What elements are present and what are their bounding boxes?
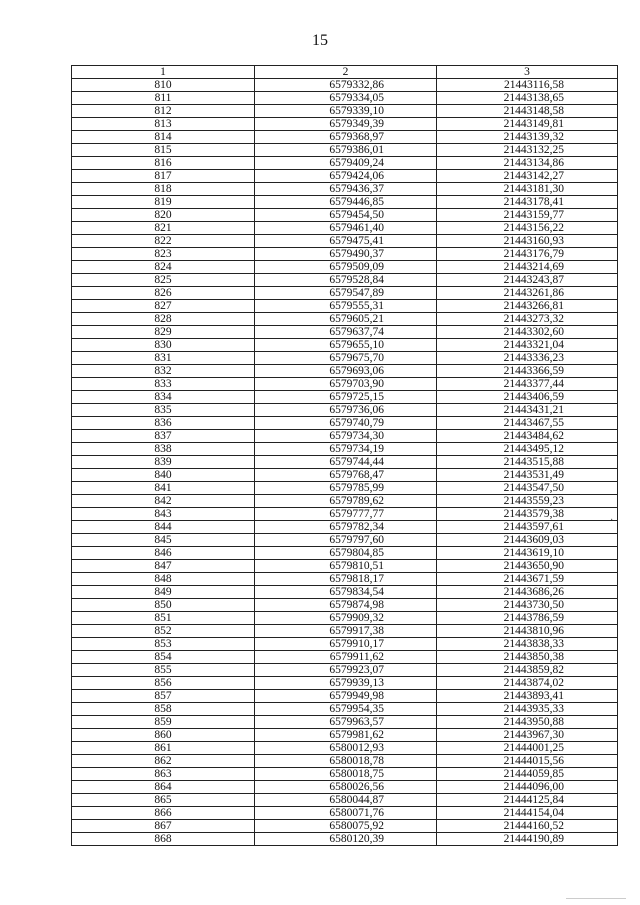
- table-row: [72, 794, 618, 807]
- cell-x-coordinate: 6579777,77: [255, 508, 437, 521]
- cell-point-number: 830: [72, 339, 255, 352]
- cell-x-coordinate: 6579334,05: [255, 92, 437, 105]
- table-row: [72, 196, 618, 209]
- table-row: [72, 833, 618, 846]
- cell-x-coordinate: 6579725,15: [255, 391, 437, 404]
- table-row: [72, 118, 618, 131]
- cell-x-coordinate: 6579509,09: [255, 261, 437, 274]
- cell-x-coordinate: 6579461,40: [255, 222, 437, 235]
- table-row: [72, 170, 618, 183]
- cell-x-coordinate: 6579939,13: [255, 677, 437, 690]
- cell-point-number: 833: [72, 378, 255, 391]
- cell-x-coordinate: 6580012,93: [255, 742, 437, 755]
- cell-point-number: 837: [72, 430, 255, 443]
- cell-point-number: 827: [72, 300, 255, 313]
- cell-x-coordinate: 6579339,10: [255, 105, 437, 118]
- cell-y-coordinate: 21443559,23: [437, 495, 618, 508]
- cell-y-coordinate: 21443431,21: [437, 404, 618, 417]
- cell-x-coordinate: 6579693,06: [255, 365, 437, 378]
- cell-x-coordinate: 6579810,51: [255, 560, 437, 573]
- cell-point-number: 855: [72, 664, 255, 677]
- cell-point-number: 810: [72, 79, 255, 92]
- cell-point-number: 867: [72, 820, 255, 833]
- cell-point-number: 861: [72, 742, 255, 755]
- cell-x-coordinate: 6579768,47: [255, 469, 437, 482]
- cell-y-coordinate: 21443786,59: [437, 612, 618, 625]
- cell-point-number: 842: [72, 495, 255, 508]
- cell-point-number: 847: [72, 560, 255, 573]
- cell-y-coordinate: 21443302,60: [437, 326, 618, 339]
- cell-point-number: 819: [72, 196, 255, 209]
- table-row: [72, 183, 618, 196]
- table-row: [72, 560, 618, 573]
- table-row: [72, 92, 618, 105]
- cell-point-number: 824: [72, 261, 255, 274]
- table-row: [72, 326, 618, 339]
- cell-x-coordinate: 6579655,10: [255, 339, 437, 352]
- cell-y-coordinate: 21444059,85: [437, 768, 618, 781]
- cell-x-coordinate: 6580026,56: [255, 781, 437, 794]
- cell-point-number: 832: [72, 365, 255, 378]
- cell-y-coordinate: 21443874,02: [437, 677, 618, 690]
- table-row: [72, 742, 618, 755]
- cell-y-coordinate: 21444015,56: [437, 755, 618, 768]
- cell-point-number: 863: [72, 768, 255, 781]
- cell-x-coordinate: 6579547,89: [255, 287, 437, 300]
- table-row: [72, 482, 618, 495]
- cell-y-coordinate: 21443178,41: [437, 196, 618, 209]
- table-row: [72, 144, 618, 157]
- table-row: [72, 807, 618, 820]
- cell-y-coordinate: 21443159,77: [437, 209, 618, 222]
- cell-x-coordinate: 6579734,19: [255, 443, 437, 456]
- cell-point-number: 846: [72, 547, 255, 560]
- cell-point-number: 813: [72, 118, 255, 131]
- cell-point-number: 831: [72, 352, 255, 365]
- cell-point-number: 866: [72, 807, 255, 820]
- cell-y-coordinate: 21444160,52: [437, 820, 618, 833]
- cell-point-number: 857: [72, 690, 255, 703]
- table-row: [72, 651, 618, 664]
- cell-y-coordinate: 21443243,87: [437, 274, 618, 287]
- table-row: [72, 677, 618, 690]
- cell-y-coordinate: 21443619,10: [437, 547, 618, 560]
- column-header-y-coordinate: 3: [437, 66, 618, 79]
- cell-point-number: 851: [72, 612, 255, 625]
- cell-y-coordinate: 21443650,90: [437, 560, 618, 573]
- cell-point-number: 836: [72, 417, 255, 430]
- cell-point-number: 854: [72, 651, 255, 664]
- cell-x-coordinate: 6579740,79: [255, 417, 437, 430]
- table-row: [72, 612, 618, 625]
- cell-y-coordinate: 21443579,38: [437, 508, 618, 521]
- cell-x-coordinate: 6580018,75: [255, 768, 437, 781]
- cell-y-coordinate: 21444125,84: [437, 794, 618, 807]
- cell-x-coordinate: 6579475,41: [255, 235, 437, 248]
- cell-point-number: 811: [72, 92, 255, 105]
- cell-y-coordinate: 21443261,86: [437, 287, 618, 300]
- cell-point-number: 821: [72, 222, 255, 235]
- page-number: 15: [312, 32, 328, 49]
- cell-x-coordinate: 6580044,87: [255, 794, 437, 807]
- table-row: [72, 378, 618, 391]
- table-row: [72, 222, 618, 235]
- table-row: [72, 755, 618, 768]
- cell-x-coordinate: 6579981,62: [255, 729, 437, 742]
- table-row: [72, 690, 618, 703]
- table-row: [72, 599, 618, 612]
- cell-point-number: 822: [72, 235, 255, 248]
- table-row: [72, 729, 618, 742]
- cell-y-coordinate: 21443730,50: [437, 599, 618, 612]
- cell-point-number: 853: [72, 638, 255, 651]
- table-row: [72, 105, 618, 118]
- cell-x-coordinate: 6580075,92: [255, 820, 437, 833]
- cell-y-coordinate: 21443134,86: [437, 157, 618, 170]
- cell-x-coordinate: 6579923,07: [255, 664, 437, 677]
- table-row: [72, 625, 618, 638]
- cell-y-coordinate: 21443366,59: [437, 365, 618, 378]
- cell-y-coordinate: 21443810,96: [437, 625, 618, 638]
- cell-y-coordinate: 21443148,58: [437, 105, 618, 118]
- cell-point-number: 814: [72, 131, 255, 144]
- table-row: [72, 521, 618, 534]
- cell-y-coordinate: 21443273,32: [437, 313, 618, 326]
- cell-y-coordinate: 21443160,93: [437, 235, 618, 248]
- cell-y-coordinate: 21443138,65: [437, 92, 618, 105]
- cell-y-coordinate: 21444190,89: [437, 833, 618, 846]
- table-row: [72, 534, 618, 547]
- cell-y-coordinate: 21443214,69: [437, 261, 618, 274]
- cell-y-coordinate: 21443156,22: [437, 222, 618, 235]
- table-row: [72, 508, 618, 521]
- cell-point-number: 825: [72, 274, 255, 287]
- cell-x-coordinate: 6579637,74: [255, 326, 437, 339]
- cell-point-number: 812: [72, 105, 255, 118]
- cell-y-coordinate: 21444096,00: [437, 781, 618, 794]
- cell-y-coordinate: 21443967,30: [437, 729, 618, 742]
- cell-point-number: 856: [72, 677, 255, 690]
- cell-y-coordinate: 21443321,04: [437, 339, 618, 352]
- cell-y-coordinate: 21443406,59: [437, 391, 618, 404]
- column-header-point-number: 1: [72, 66, 255, 79]
- cell-x-coordinate: 6579436,37: [255, 183, 437, 196]
- cell-y-coordinate: 21443515,88: [437, 456, 618, 469]
- cell-x-coordinate: 6579490,37: [255, 248, 437, 261]
- cell-x-coordinate: 6579954,35: [255, 703, 437, 716]
- table-row: [72, 638, 618, 651]
- cell-x-coordinate: 6579744,44: [255, 456, 437, 469]
- cell-point-number: 818: [72, 183, 255, 196]
- cell-x-coordinate: 6579454,50: [255, 209, 437, 222]
- cell-x-coordinate: 6579349,39: [255, 118, 437, 131]
- cell-y-coordinate: 21443547,50: [437, 482, 618, 495]
- cell-y-coordinate: 21443176,79: [437, 248, 618, 261]
- cell-x-coordinate: 6579949,98: [255, 690, 437, 703]
- cell-point-number: 828: [72, 313, 255, 326]
- cell-y-coordinate: 21443935,33: [437, 703, 618, 716]
- table-row: [72, 287, 618, 300]
- table-row: [72, 417, 618, 430]
- cell-y-coordinate: 21443531,49: [437, 469, 618, 482]
- cell-x-coordinate: 6579804,85: [255, 547, 437, 560]
- cell-point-number: 840: [72, 469, 255, 482]
- cell-point-number: 816: [72, 157, 255, 170]
- cell-point-number: 835: [72, 404, 255, 417]
- table-row: [72, 274, 618, 287]
- cell-point-number: 862: [72, 755, 255, 768]
- table-row: [72, 456, 618, 469]
- cell-point-number: 868: [72, 833, 255, 846]
- cell-point-number: 820: [72, 209, 255, 222]
- cell-x-coordinate: 6579785,99: [255, 482, 437, 495]
- table-row: [72, 313, 618, 326]
- cell-point-number: 845: [72, 534, 255, 547]
- cell-y-coordinate: 21443686,26: [437, 586, 618, 599]
- cell-x-coordinate: 6579555,31: [255, 300, 437, 313]
- cell-point-number: 839: [72, 456, 255, 469]
- cell-point-number: 864: [72, 781, 255, 794]
- table-row: [72, 404, 618, 417]
- cell-y-coordinate: 21443336,23: [437, 352, 618, 365]
- cell-x-coordinate: 6579963,57: [255, 716, 437, 729]
- cell-point-number: 817: [72, 170, 255, 183]
- cell-y-coordinate: 21443467,55: [437, 417, 618, 430]
- cell-x-coordinate: 6579332,86: [255, 79, 437, 92]
- table-row: [72, 339, 618, 352]
- cell-x-coordinate: 6579874,98: [255, 599, 437, 612]
- cell-x-coordinate: 6579734,30: [255, 430, 437, 443]
- cell-x-coordinate: 6579528,84: [255, 274, 437, 287]
- cell-x-coordinate: 6580071,76: [255, 807, 437, 820]
- cell-point-number: 838: [72, 443, 255, 456]
- table-row: [72, 573, 618, 586]
- cell-x-coordinate: 6579782,34: [255, 521, 437, 534]
- cell-y-coordinate: 21444001,25: [437, 742, 618, 755]
- table-row: [72, 79, 618, 92]
- cell-x-coordinate: 6579446,85: [255, 196, 437, 209]
- cell-y-coordinate: 21443597,61: [437, 521, 618, 534]
- cell-y-coordinate: 21443181,30: [437, 183, 618, 196]
- cell-x-coordinate: 6579789,62: [255, 495, 437, 508]
- table-row: [72, 547, 618, 560]
- cell-point-number: 826: [72, 287, 255, 300]
- cell-y-coordinate: 21443859,82: [437, 664, 618, 677]
- table-row: [72, 352, 618, 365]
- table-row: [72, 300, 618, 313]
- cell-point-number: 848: [72, 573, 255, 586]
- table-row: [72, 365, 618, 378]
- table-row: [72, 391, 618, 404]
- cell-y-coordinate: 21443132,25: [437, 144, 618, 157]
- cell-y-coordinate: 21444154,04: [437, 807, 618, 820]
- cell-point-number: 844: [72, 521, 255, 534]
- cell-y-coordinate: 21443671,59: [437, 573, 618, 586]
- table-row: [72, 469, 618, 482]
- cell-point-number: 850: [72, 599, 255, 612]
- cell-y-coordinate: 21443116,58: [437, 79, 618, 92]
- cell-point-number: 858: [72, 703, 255, 716]
- cell-point-number: 865: [72, 794, 255, 807]
- cell-x-coordinate: 6579797,60: [255, 534, 437, 547]
- cell-x-coordinate: 6579368,97: [255, 131, 437, 144]
- table-row: [72, 248, 618, 261]
- cell-y-coordinate: 21443950,88: [437, 716, 618, 729]
- column-header-x-coordinate: 2: [255, 66, 437, 79]
- cell-y-coordinate: 21443377,44: [437, 378, 618, 391]
- cell-y-coordinate: 21443850,38: [437, 651, 618, 664]
- cell-x-coordinate: 6579910,17: [255, 638, 437, 651]
- cell-point-number: 849: [72, 586, 255, 599]
- table-row: [72, 586, 618, 599]
- cell-x-coordinate: 6579736,06: [255, 404, 437, 417]
- cell-x-coordinate: 6579424,06: [255, 170, 437, 183]
- table-row: [72, 716, 618, 729]
- cell-x-coordinate: 6579703,90: [255, 378, 437, 391]
- cell-x-coordinate: 6580018,78: [255, 755, 437, 768]
- table-row: [72, 820, 618, 833]
- cell-point-number: 841: [72, 482, 255, 495]
- table-row: [72, 781, 618, 794]
- table-row: [72, 768, 618, 781]
- table-row: [72, 209, 618, 222]
- cell-point-number: 823: [72, 248, 255, 261]
- cell-point-number: 834: [72, 391, 255, 404]
- table-row: [72, 261, 618, 274]
- table-row: [72, 131, 618, 144]
- table-row: [72, 235, 618, 248]
- cell-y-coordinate: 21443149,81: [437, 118, 618, 131]
- cell-y-coordinate: 21443838,33: [437, 638, 618, 651]
- cell-point-number: 852: [72, 625, 255, 638]
- margin-dot: ·: [610, 515, 614, 526]
- table-header-row: [72, 66, 618, 79]
- table-body: [72, 79, 618, 846]
- cell-x-coordinate: 6579818,17: [255, 573, 437, 586]
- cell-y-coordinate: 21443495,12: [437, 443, 618, 456]
- table-row: [72, 703, 618, 716]
- cell-x-coordinate: 6579409,24: [255, 157, 437, 170]
- table-row: [72, 664, 618, 677]
- cell-y-coordinate: 21443893,41: [437, 690, 618, 703]
- cell-x-coordinate: 6579834,54: [255, 586, 437, 599]
- cell-point-number: 829: [72, 326, 255, 339]
- cell-x-coordinate: 6579605,21: [255, 313, 437, 326]
- cell-point-number: 843: [72, 508, 255, 521]
- cell-y-coordinate: 21443266,81: [437, 300, 618, 313]
- coordinates-table: [71, 65, 618, 846]
- table-row: [72, 157, 618, 170]
- scan-edge-mark: [566, 898, 626, 901]
- cell-x-coordinate: 6580120,39: [255, 833, 437, 846]
- cell-y-coordinate: 21443142,27: [437, 170, 618, 183]
- cell-x-coordinate: 6579911,62: [255, 651, 437, 664]
- cell-y-coordinate: 21443139,32: [437, 131, 618, 144]
- table-row: [72, 430, 618, 443]
- cell-point-number: 860: [72, 729, 255, 742]
- cell-y-coordinate: 21443609,03: [437, 534, 618, 547]
- cell-x-coordinate: 6579675,70: [255, 352, 437, 365]
- cell-point-number: 815: [72, 144, 255, 157]
- cell-point-number: 859: [72, 716, 255, 729]
- cell-x-coordinate: 6579917,38: [255, 625, 437, 638]
- table-row: [72, 443, 618, 456]
- table-row: [72, 495, 618, 508]
- cell-x-coordinate: 6579386,01: [255, 144, 437, 157]
- cell-y-coordinate: 21443484,62: [437, 430, 618, 443]
- cell-x-coordinate: 6579909,32: [255, 612, 437, 625]
